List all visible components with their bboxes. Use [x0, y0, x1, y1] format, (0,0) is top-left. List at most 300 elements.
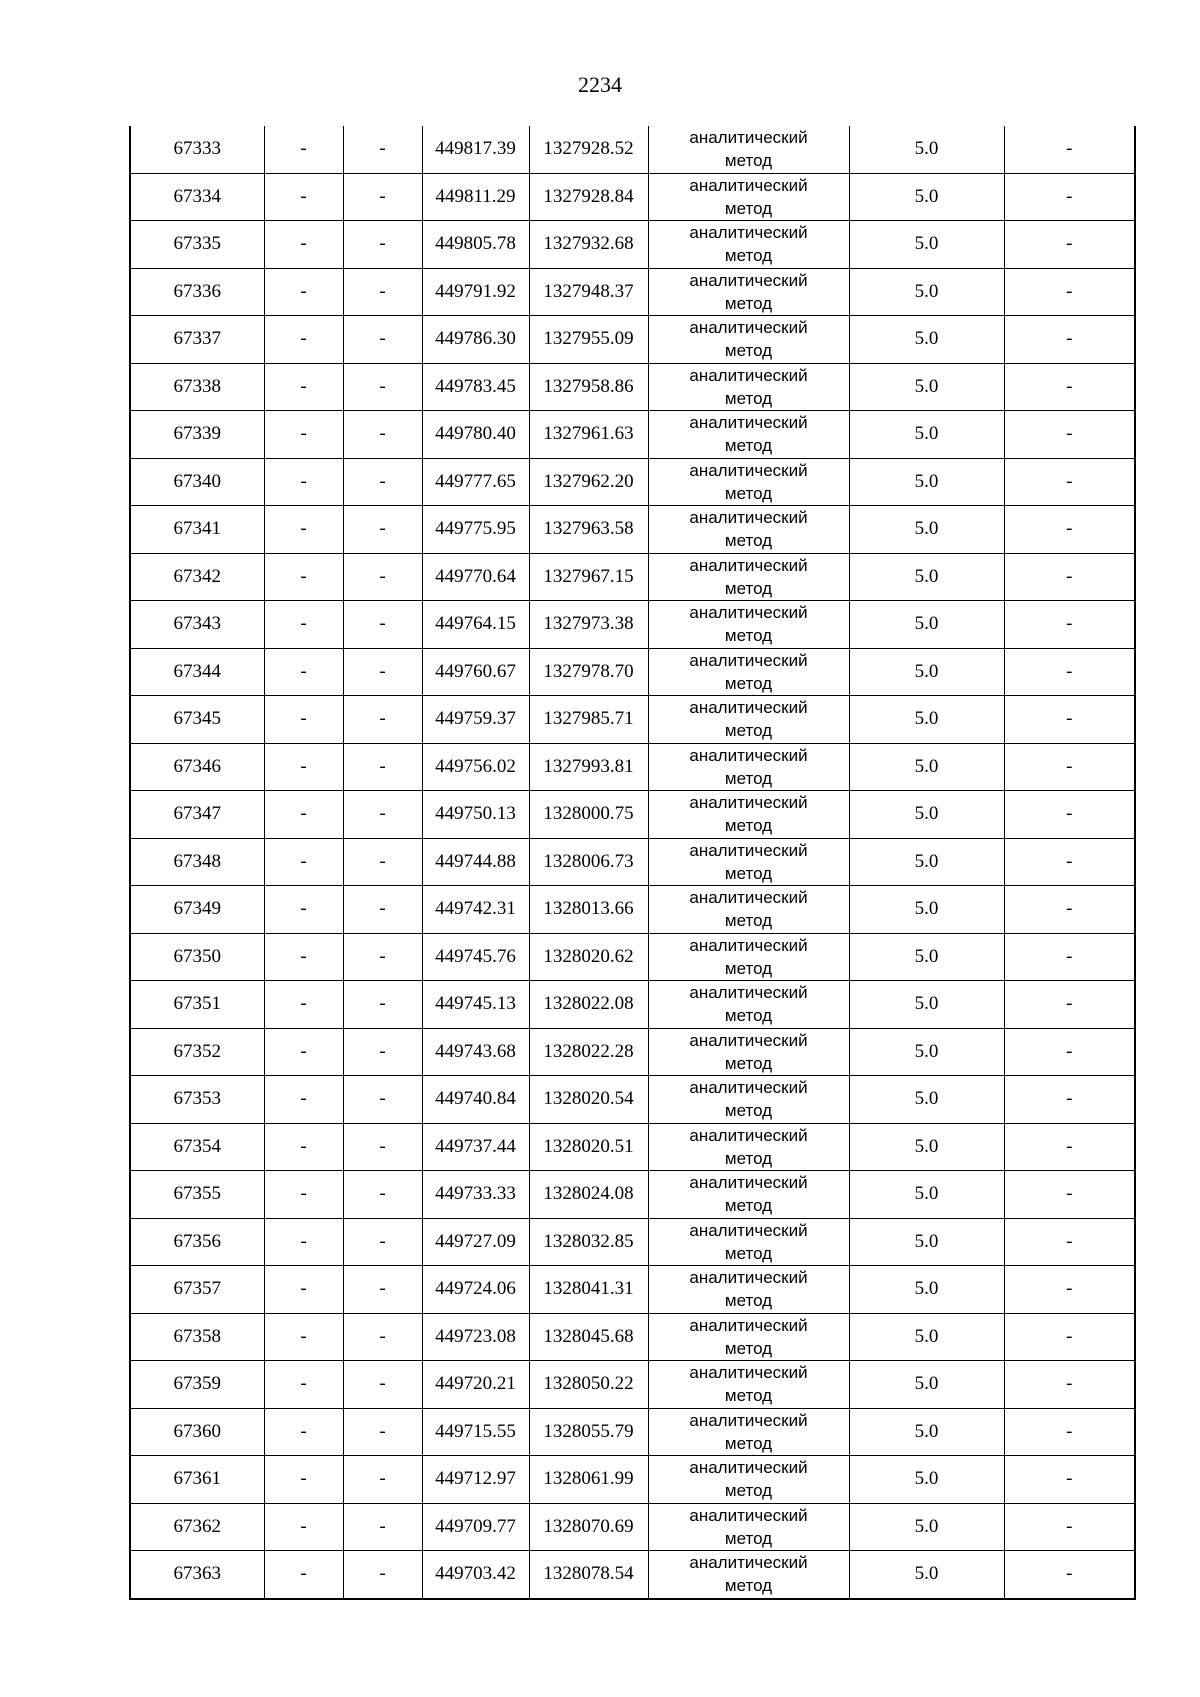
- table-row: [130, 1123, 1135, 1171]
- x-coordinate-cell: 449745.76: [422, 933, 529, 981]
- method-line-1: аналитический: [689, 1125, 808, 1145]
- table-row: [130, 886, 1135, 934]
- accuracy-cell: 5.0: [849, 173, 1004, 221]
- column-2-cell: -: [264, 743, 343, 791]
- point-number-cell: 67360: [130, 1408, 264, 1456]
- column-8-cell: -: [1004, 1361, 1135, 1409]
- method-cell: [648, 411, 849, 459]
- point-number-cell: 67341: [130, 506, 264, 554]
- method-line-1: аналитический: [689, 698, 808, 718]
- point-number-cell: 67353: [130, 1076, 264, 1124]
- method-cell: [648, 458, 849, 506]
- point-number-cell: 67342: [130, 553, 264, 601]
- column-8-cell: -: [1004, 221, 1135, 269]
- x-coordinate-cell: 449723.08: [422, 1313, 529, 1361]
- column-2-cell: -: [264, 1551, 343, 1599]
- method-cell: [648, 648, 849, 696]
- y-coordinate-cell: 1328024.08: [529, 1171, 648, 1219]
- column-2-cell: -: [264, 173, 343, 221]
- column-2-cell: -: [264, 1076, 343, 1124]
- method-line-1: аналитический: [689, 270, 808, 290]
- column-3-cell: -: [343, 601, 422, 649]
- method-line-2: метод: [724, 1528, 773, 1548]
- table-row: [130, 743, 1135, 791]
- point-number-cell: 67337: [130, 316, 264, 364]
- accuracy-cell: 5.0: [849, 126, 1004, 173]
- method-cell: [648, 1313, 849, 1361]
- column-2-cell: -: [264, 411, 343, 459]
- x-coordinate-cell: 449786.30: [422, 316, 529, 364]
- y-coordinate-cell: 1327962.20: [529, 458, 648, 506]
- column-8-cell: -: [1004, 648, 1135, 696]
- method-cell: [648, 173, 849, 221]
- column-3-cell: -: [343, 696, 422, 744]
- point-number-cell: 67363: [130, 1551, 264, 1599]
- accuracy-cell: 5.0: [849, 1361, 1004, 1409]
- table-row: [130, 1218, 1135, 1266]
- accuracy-cell: 5.0: [849, 363, 1004, 411]
- column-3-cell: -: [343, 981, 422, 1029]
- page-number: 2234: [578, 72, 622, 97]
- accuracy-cell: 5.0: [849, 1171, 1004, 1219]
- column-2-cell: -: [264, 1361, 343, 1409]
- point-number-cell: 67357: [130, 1266, 264, 1314]
- y-coordinate-cell: 1328078.54: [529, 1551, 648, 1599]
- method-line-1: аналитический: [689, 413, 808, 433]
- x-coordinate-cell: 449750.13: [422, 791, 529, 839]
- y-coordinate-cell: 1328013.66: [529, 886, 648, 934]
- point-number-cell: 67356: [130, 1218, 264, 1266]
- column-3-cell: -: [343, 126, 422, 173]
- y-coordinate-cell: 1327978.70: [529, 648, 648, 696]
- column-3-cell: -: [343, 268, 422, 316]
- point-number-cell: 67359: [130, 1361, 264, 1409]
- accuracy-cell: 5.0: [849, 1028, 1004, 1076]
- method-line-2: метод: [724, 1338, 773, 1358]
- y-coordinate-cell: 1327973.38: [529, 601, 648, 649]
- x-coordinate-cell: 449745.13: [422, 981, 529, 1029]
- table-body: [130, 126, 1135, 1599]
- method-line-2: метод: [724, 483, 773, 503]
- column-3-cell: -: [343, 1408, 422, 1456]
- x-coordinate-cell: 449817.39: [422, 126, 529, 173]
- y-coordinate-cell: 1328022.08: [529, 981, 648, 1029]
- point-number-cell: 67333: [130, 126, 264, 173]
- column-3-cell: -: [343, 1313, 422, 1361]
- method-cell: [648, 601, 849, 649]
- accuracy-cell: 5.0: [849, 1218, 1004, 1266]
- column-8-cell: -: [1004, 363, 1135, 411]
- method-line-2: метод: [724, 626, 773, 646]
- table-row: [130, 696, 1135, 744]
- column-2-cell: -: [264, 458, 343, 506]
- x-coordinate-cell: 449715.55: [422, 1408, 529, 1456]
- y-coordinate-cell: 1327993.81: [529, 743, 648, 791]
- method-line-1: аналитический: [689, 888, 808, 908]
- table-row: [130, 1266, 1135, 1314]
- table-row: [130, 601, 1135, 649]
- column-8-cell: -: [1004, 1076, 1135, 1124]
- method-cell: [648, 1123, 849, 1171]
- column-2-cell: -: [264, 1028, 343, 1076]
- point-number-cell: 67355: [130, 1171, 264, 1219]
- y-coordinate-cell: 1327928.84: [529, 173, 648, 221]
- column-3-cell: -: [343, 1123, 422, 1171]
- column-3-cell: -: [343, 648, 422, 696]
- method-line-1: аналитический: [689, 1553, 808, 1573]
- point-number-cell: 67361: [130, 1456, 264, 1504]
- column-2-cell: -: [264, 316, 343, 364]
- y-coordinate-cell: 1327967.15: [529, 553, 648, 601]
- method-cell: [648, 1551, 849, 1599]
- column-8-cell: -: [1004, 411, 1135, 459]
- column-3-cell: -: [343, 886, 422, 934]
- method-line-1: аналитический: [689, 840, 808, 860]
- method-cell: [648, 743, 849, 791]
- column-8-cell: -: [1004, 126, 1135, 173]
- method-cell: [648, 221, 849, 269]
- column-8-cell: -: [1004, 1266, 1135, 1314]
- y-coordinate-cell: 1328041.31: [529, 1266, 648, 1314]
- method-line-2: метод: [724, 1243, 773, 1263]
- column-3-cell: -: [343, 933, 422, 981]
- x-coordinate-cell: 449727.09: [422, 1218, 529, 1266]
- method-line-1: аналитический: [689, 555, 808, 575]
- method-line-2: метод: [724, 1101, 773, 1121]
- accuracy-cell: 5.0: [849, 1551, 1004, 1599]
- method-line-2: метод: [724, 1481, 773, 1501]
- column-3-cell: -: [343, 506, 422, 554]
- method-line-1: аналитический: [689, 1410, 808, 1430]
- method-line-2: метод: [724, 1433, 773, 1453]
- column-3-cell: -: [343, 221, 422, 269]
- method-cell: [648, 838, 849, 886]
- method-cell: [648, 553, 849, 601]
- x-coordinate-cell: 449783.45: [422, 363, 529, 411]
- point-number-cell: 67345: [130, 696, 264, 744]
- method-cell: [648, 981, 849, 1029]
- point-number-cell: 67338: [130, 363, 264, 411]
- column-2-cell: -: [264, 1456, 343, 1504]
- method-line-2: метод: [724, 436, 773, 456]
- x-coordinate-cell: 449733.33: [422, 1171, 529, 1219]
- y-coordinate-cell: 1327963.58: [529, 506, 648, 554]
- column-3-cell: -: [343, 1076, 422, 1124]
- table-row: [130, 126, 1135, 173]
- column-8-cell: -: [1004, 981, 1135, 1029]
- accuracy-cell: 5.0: [849, 743, 1004, 791]
- method-line-1: аналитический: [689, 175, 808, 195]
- method-line-2: метод: [724, 958, 773, 978]
- accuracy-cell: 5.0: [849, 268, 1004, 316]
- column-3-cell: -: [343, 316, 422, 364]
- column-2-cell: -: [264, 648, 343, 696]
- table-row: [130, 838, 1135, 886]
- column-8-cell: -: [1004, 1503, 1135, 1551]
- point-number-cell: 67362: [130, 1503, 264, 1551]
- table-row: [130, 1361, 1135, 1409]
- column-3-cell: -: [343, 363, 422, 411]
- table-row: [130, 221, 1135, 269]
- table-row: [130, 363, 1135, 411]
- column-8-cell: -: [1004, 743, 1135, 791]
- column-8-cell: -: [1004, 1313, 1135, 1361]
- column-3-cell: -: [343, 838, 422, 886]
- column-2-cell: -: [264, 696, 343, 744]
- table-row: [130, 268, 1135, 316]
- table-row: [130, 1171, 1135, 1219]
- method-cell: [648, 1218, 849, 1266]
- column-2-cell: -: [264, 601, 343, 649]
- column-3-cell: -: [343, 1456, 422, 1504]
- method-line-1: аналитический: [689, 1458, 808, 1478]
- table-row: [130, 981, 1135, 1029]
- accuracy-cell: 5.0: [849, 458, 1004, 506]
- method-line-2: метод: [724, 1576, 773, 1596]
- column-8-cell: -: [1004, 1408, 1135, 1456]
- method-line-1: аналитический: [689, 1078, 808, 1098]
- x-coordinate-cell: 449709.77: [422, 1503, 529, 1551]
- point-number-cell: 67347: [130, 791, 264, 839]
- y-coordinate-cell: 1327928.52: [529, 126, 648, 173]
- y-coordinate-cell: 1327961.63: [529, 411, 648, 459]
- accuracy-cell: 5.0: [849, 838, 1004, 886]
- y-coordinate-cell: 1328070.69: [529, 1503, 648, 1551]
- column-8-cell: -: [1004, 696, 1135, 744]
- table-row: [130, 933, 1135, 981]
- x-coordinate-cell: 449724.06: [422, 1266, 529, 1314]
- accuracy-cell: 5.0: [849, 1456, 1004, 1504]
- method-cell: [648, 316, 849, 364]
- column-8-cell: -: [1004, 1551, 1135, 1599]
- table-row: [130, 316, 1135, 364]
- x-coordinate-cell: 449740.84: [422, 1076, 529, 1124]
- column-2-cell: -: [264, 1123, 343, 1171]
- point-number-cell: 67348: [130, 838, 264, 886]
- y-coordinate-cell: 1328006.73: [529, 838, 648, 886]
- column-8-cell: -: [1004, 1171, 1135, 1219]
- column-2-cell: -: [264, 221, 343, 269]
- column-2-cell: -: [264, 126, 343, 173]
- method-line-2: метод: [724, 246, 773, 266]
- column-3-cell: -: [343, 1218, 422, 1266]
- method-line-1: аналитический: [689, 935, 808, 955]
- column-3-cell: -: [343, 1266, 422, 1314]
- column-3-cell: -: [343, 791, 422, 839]
- method-cell: [648, 1456, 849, 1504]
- accuracy-cell: 5.0: [849, 506, 1004, 554]
- column-2-cell: -: [264, 506, 343, 554]
- method-cell: [648, 1361, 849, 1409]
- method-line-1: аналитический: [689, 793, 808, 813]
- method-line-1: аналитический: [689, 128, 808, 148]
- point-number-cell: 67335: [130, 221, 264, 269]
- y-coordinate-cell: 1328020.54: [529, 1076, 648, 1124]
- method-cell: [648, 1076, 849, 1124]
- column-8-cell: -: [1004, 506, 1135, 554]
- table-row: [130, 458, 1135, 506]
- column-8-cell: -: [1004, 458, 1135, 506]
- table-row: [130, 1408, 1135, 1456]
- y-coordinate-cell: 1327985.71: [529, 696, 648, 744]
- accuracy-cell: 5.0: [849, 1076, 1004, 1124]
- table-row: [130, 791, 1135, 839]
- method-cell: [648, 126, 849, 173]
- column-2-cell: -: [264, 1408, 343, 1456]
- x-coordinate-cell: 449791.92: [422, 268, 529, 316]
- method-line-2: метод: [724, 578, 773, 598]
- point-number-cell: 67346: [130, 743, 264, 791]
- method-line-2: метод: [724, 1006, 773, 1026]
- method-line-1: аналитический: [689, 1173, 808, 1193]
- point-number-cell: 67336: [130, 268, 264, 316]
- column-8-cell: -: [1004, 1028, 1135, 1076]
- method-line-1: аналитический: [689, 1220, 808, 1240]
- column-8-cell: -: [1004, 1456, 1135, 1504]
- method-line-1: аналитический: [689, 223, 808, 243]
- y-coordinate-cell: 1328045.68: [529, 1313, 648, 1361]
- accuracy-cell: 5.0: [849, 553, 1004, 601]
- accuracy-cell: 5.0: [849, 933, 1004, 981]
- table-row: [130, 648, 1135, 696]
- y-coordinate-cell: 1327932.68: [529, 221, 648, 269]
- point-number-cell: 67358: [130, 1313, 264, 1361]
- column-8-cell: -: [1004, 601, 1135, 649]
- accuracy-cell: 5.0: [849, 791, 1004, 839]
- x-coordinate-cell: 449811.29: [422, 173, 529, 221]
- column-8-cell: -: [1004, 886, 1135, 934]
- column-8-cell: -: [1004, 173, 1135, 221]
- column-3-cell: -: [343, 1551, 422, 1599]
- method-line-2: метод: [724, 816, 773, 836]
- column-3-cell: -: [343, 458, 422, 506]
- column-8-cell: -: [1004, 933, 1135, 981]
- method-line-1: аналитический: [689, 508, 808, 528]
- column-2-cell: -: [264, 553, 343, 601]
- method-cell: [648, 1408, 849, 1456]
- point-number-cell: 67354: [130, 1123, 264, 1171]
- method-line-2: метод: [724, 673, 773, 693]
- x-coordinate-cell: 449744.88: [422, 838, 529, 886]
- method-line-1: аналитический: [689, 983, 808, 1003]
- y-coordinate-cell: 1328055.79: [529, 1408, 648, 1456]
- method-line-1: аналитический: [689, 318, 808, 338]
- table-row: [130, 553, 1135, 601]
- method-cell: [648, 1266, 849, 1314]
- x-coordinate-cell: 449770.64: [422, 553, 529, 601]
- column-8-cell: -: [1004, 1123, 1135, 1171]
- method-line-2: метод: [724, 1291, 773, 1311]
- x-coordinate-cell: 449737.44: [422, 1123, 529, 1171]
- column-2-cell: -: [264, 933, 343, 981]
- x-coordinate-cell: 449760.67: [422, 648, 529, 696]
- point-number-cell: 67350: [130, 933, 264, 981]
- point-number-cell: 67339: [130, 411, 264, 459]
- method-cell: [648, 791, 849, 839]
- column-3-cell: -: [343, 743, 422, 791]
- method-line-2: метод: [724, 1148, 773, 1168]
- x-coordinate-cell: 449703.42: [422, 1551, 529, 1599]
- column-8-cell: -: [1004, 268, 1135, 316]
- column-8-cell: -: [1004, 1218, 1135, 1266]
- y-coordinate-cell: 1328000.75: [529, 791, 648, 839]
- method-line-2: метод: [724, 293, 773, 313]
- x-coordinate-cell: 449712.97: [422, 1456, 529, 1504]
- table-row: [130, 1028, 1135, 1076]
- column-2-cell: -: [264, 886, 343, 934]
- method-line-2: метод: [724, 1196, 773, 1216]
- y-coordinate-cell: 1327958.86: [529, 363, 648, 411]
- point-number-cell: 67351: [130, 981, 264, 1029]
- table-row: [130, 173, 1135, 221]
- accuracy-cell: 5.0: [849, 981, 1004, 1029]
- x-coordinate-cell: 449764.15: [422, 601, 529, 649]
- method-line-1: аналитический: [689, 650, 808, 670]
- table-row: [130, 1313, 1135, 1361]
- method-line-2: метод: [724, 341, 773, 361]
- accuracy-cell: 5.0: [849, 1123, 1004, 1171]
- method-cell: [648, 1028, 849, 1076]
- method-line-2: метод: [724, 151, 773, 171]
- column-2-cell: -: [264, 1313, 343, 1361]
- method-cell: [648, 1503, 849, 1551]
- method-line-2: метод: [724, 911, 773, 931]
- method-line-2: метод: [724, 768, 773, 788]
- y-coordinate-cell: 1328061.99: [529, 1456, 648, 1504]
- method-line-1: аналитический: [689, 460, 808, 480]
- method-cell: [648, 1171, 849, 1219]
- table-row: [130, 1503, 1135, 1551]
- method-line-2: метод: [724, 388, 773, 408]
- x-coordinate-cell: 449805.78: [422, 221, 529, 269]
- x-coordinate-cell: 449775.95: [422, 506, 529, 554]
- method-line-1: аналитический: [689, 1505, 808, 1525]
- method-cell: [648, 363, 849, 411]
- table-row: [130, 506, 1135, 554]
- y-coordinate-cell: 1328032.85: [529, 1218, 648, 1266]
- x-coordinate-cell: 449756.02: [422, 743, 529, 791]
- column-2-cell: -: [264, 1503, 343, 1551]
- y-coordinate-cell: 1327955.09: [529, 316, 648, 364]
- column-3-cell: -: [343, 553, 422, 601]
- column-2-cell: -: [264, 1171, 343, 1219]
- method-cell: [648, 933, 849, 981]
- column-8-cell: -: [1004, 316, 1135, 364]
- x-coordinate-cell: 449777.65: [422, 458, 529, 506]
- column-2-cell: -: [264, 1218, 343, 1266]
- x-coordinate-cell: 449742.31: [422, 886, 529, 934]
- column-3-cell: -: [343, 1171, 422, 1219]
- y-coordinate-cell: 1327948.37: [529, 268, 648, 316]
- column-3-cell: -: [343, 173, 422, 221]
- column-8-cell: -: [1004, 553, 1135, 601]
- column-3-cell: -: [343, 1361, 422, 1409]
- column-8-cell: -: [1004, 791, 1135, 839]
- method-line-2: метод: [724, 1053, 773, 1073]
- method-line-1: аналитический: [689, 1268, 808, 1288]
- column-2-cell: -: [264, 268, 343, 316]
- accuracy-cell: 5.0: [849, 696, 1004, 744]
- x-coordinate-cell: 449720.21: [422, 1361, 529, 1409]
- table-row: [130, 1456, 1135, 1504]
- y-coordinate-cell: 1328020.51: [529, 1123, 648, 1171]
- method-cell: [648, 696, 849, 744]
- column-2-cell: -: [264, 363, 343, 411]
- method-line-2: метод: [724, 863, 773, 883]
- y-coordinate-cell: 1328020.62: [529, 933, 648, 981]
- column-2-cell: -: [264, 1266, 343, 1314]
- column-3-cell: -: [343, 1503, 422, 1551]
